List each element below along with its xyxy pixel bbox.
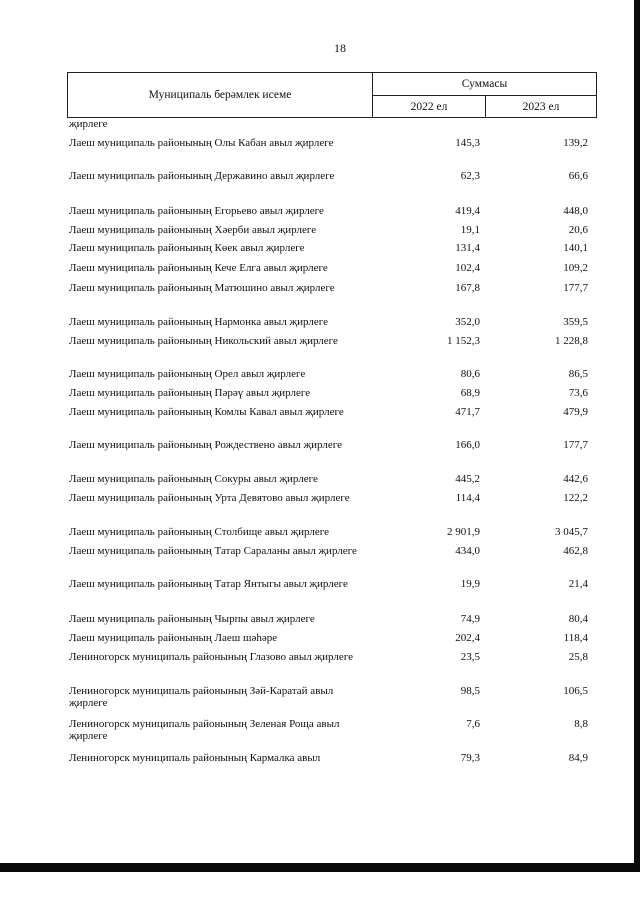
amount-2022: 74,9 bbox=[460, 613, 480, 625]
municipality-name: Лаеш муниципаль районының Комлы Кавал авыл җирлеге bbox=[69, 406, 344, 418]
column-header-2022: 2022 ел bbox=[373, 96, 486, 117]
amount-2022: 434,0 bbox=[455, 545, 480, 557]
municipality-name: Лаеш муниципаль районының Хәерби авыл җирлеге bbox=[69, 224, 317, 236]
amount-2023: 66,6 bbox=[568, 170, 588, 182]
column-header-2023: 2023 ел bbox=[522, 100, 560, 113]
amount-2023: 25,8 bbox=[568, 651, 588, 663]
amount-2022: 419,4 bbox=[455, 205, 480, 217]
municipality-name: Лаеш муниципаль районының Татар Янтыгы авыл җирлеге bbox=[69, 578, 348, 590]
scan-edge-right bbox=[634, 0, 640, 872]
amount-2023: 84,9 bbox=[568, 752, 588, 764]
amount-2022: 145,3 bbox=[455, 137, 480, 149]
page-number: 18 bbox=[334, 41, 346, 55]
municipality-name: Лаеш муниципаль районының Кече Елга авыл җирлеге bbox=[69, 262, 328, 274]
amount-2023: 73,6 bbox=[568, 387, 588, 399]
amount-2022: 202,4 bbox=[455, 632, 480, 644]
municipality-name: Лаеш муниципаль районының Татар Сараланы авыл җирлеге bbox=[69, 545, 357, 557]
amount-2023: 448,0 bbox=[563, 205, 588, 217]
scan-edge-bottom bbox=[0, 863, 640, 872]
municipality-name: Лаеш муниципаль районының Олы Кабан авыл җирлеге bbox=[69, 137, 334, 149]
municipality-name: Лаеш муниципаль районының Никольский авыл җирлеге bbox=[69, 335, 338, 347]
amount-2022: 166,0 bbox=[455, 439, 480, 451]
amount-2022: 167,8 bbox=[455, 282, 480, 294]
municipality-name: Лаеш муниципаль районының Егорьево авыл җирлеге bbox=[69, 205, 324, 217]
municipality-name: Лаеш муниципаль районының Урта Девятово авыл җирлеге bbox=[69, 492, 350, 504]
amount-2023: 3 045,7 bbox=[555, 526, 588, 538]
amount-2023: 442,6 bbox=[563, 473, 588, 485]
amount-2023: 86,5 bbox=[568, 368, 588, 380]
amount-2023: 1 228,8 bbox=[555, 335, 588, 347]
amount-2022: 80,6 bbox=[460, 368, 480, 380]
amount-2023: 80,4 bbox=[568, 613, 588, 625]
amount-2022: 131,4 bbox=[455, 242, 480, 254]
municipality-name: Лаеш муниципаль районының Нармонка авыл җирлеге bbox=[69, 316, 329, 328]
municipality-name: Лаеш муниципаль районының Чырпы авыл җирлеге bbox=[69, 613, 315, 625]
amount-2022: 2 901,9 bbox=[447, 526, 480, 538]
municipality-name: Лаеш муниципаль районының Сокуры авыл җирлеге bbox=[69, 473, 318, 485]
amount-2022: 79,3 bbox=[460, 752, 480, 764]
amount-2022: 68,9 bbox=[460, 387, 480, 399]
municipality-name: Лениногорск муниципаль районының Зәй-Каратай авыл җирлеге bbox=[69, 685, 334, 709]
municipality-name: Лаеш муниципаль районының Көек авыл җирлеге bbox=[69, 242, 305, 254]
amount-2023: 139,2 bbox=[563, 137, 588, 149]
amount-2022: 23,5 bbox=[460, 651, 480, 663]
amount-2022: 62,3 bbox=[460, 170, 480, 182]
amount-2023: 122,2 bbox=[563, 492, 588, 504]
amount-2023: 359,5 bbox=[563, 316, 588, 328]
municipality-name: Лаеш муниципаль районының Лаеш шәһәре bbox=[69, 632, 278, 644]
amount-2022: 98,5 bbox=[460, 685, 480, 697]
amount-2022: 7,6 bbox=[466, 718, 480, 730]
amount-2023: 20,6 bbox=[568, 224, 588, 236]
continued-row-fragment: җирлеге bbox=[69, 118, 108, 130]
municipality-name: Лаеш муниципаль районының Матюшино авыл җирлеге bbox=[69, 282, 335, 294]
amount-2022: 445,2 bbox=[455, 473, 480, 485]
municipality-name: Лаеш муниципаль районының Столбище авыл җирлеге bbox=[69, 526, 329, 538]
municipality-name: Лаеш муниципаль районының Державино авыл җирлеге bbox=[69, 170, 335, 182]
amount-2022: 19,9 bbox=[460, 578, 480, 590]
amount-2023: 177,7 bbox=[563, 282, 588, 294]
amount-2022: 19,1 bbox=[460, 224, 480, 236]
amount-2023: 8,8 bbox=[574, 718, 588, 730]
municipality-name: Лаеш муниципаль районының Пәрәү авыл җирлеге bbox=[69, 387, 311, 399]
amount-2022: 102,4 bbox=[455, 262, 480, 274]
amount-2023: 177,7 bbox=[563, 439, 588, 451]
column-header-sum: Суммасы bbox=[373, 73, 596, 96]
municipality-name: Лениногорск муниципаль районының Кармалка авыл bbox=[69, 752, 321, 764]
amount-2023: 21,4 bbox=[568, 578, 588, 590]
municipality-name: Лениногорск муниципаль районының Зеленая Роща авыл җирлеге bbox=[69, 718, 340, 742]
amount-2023: 118,4 bbox=[563, 632, 588, 644]
amount-2023: 479,9 bbox=[563, 406, 588, 418]
amount-2023: 140,1 bbox=[563, 242, 588, 254]
amount-2023: 106,5 bbox=[563, 685, 588, 697]
municipality-name: Лаеш муниципаль районының Рождествено авыл җирлеге bbox=[69, 439, 342, 451]
amount-2023: 462,8 bbox=[563, 545, 588, 557]
amount-2022: 471,7 bbox=[455, 406, 480, 418]
amount-2023: 109,2 bbox=[563, 262, 588, 274]
amount-2022: 352,0 bbox=[455, 316, 480, 328]
municipality-name: Лаеш муниципаль районының Орел авыл җирлеге bbox=[69, 368, 306, 380]
municipality-name: Лениногорск муниципаль районының Глазово авыл җирлеге bbox=[69, 651, 353, 663]
column-header-name: Муниципаль берәмлек исеме bbox=[68, 73, 373, 117]
amount-2022: 1 152,3 bbox=[447, 335, 480, 347]
amount-2022: 114,4 bbox=[455, 492, 480, 504]
